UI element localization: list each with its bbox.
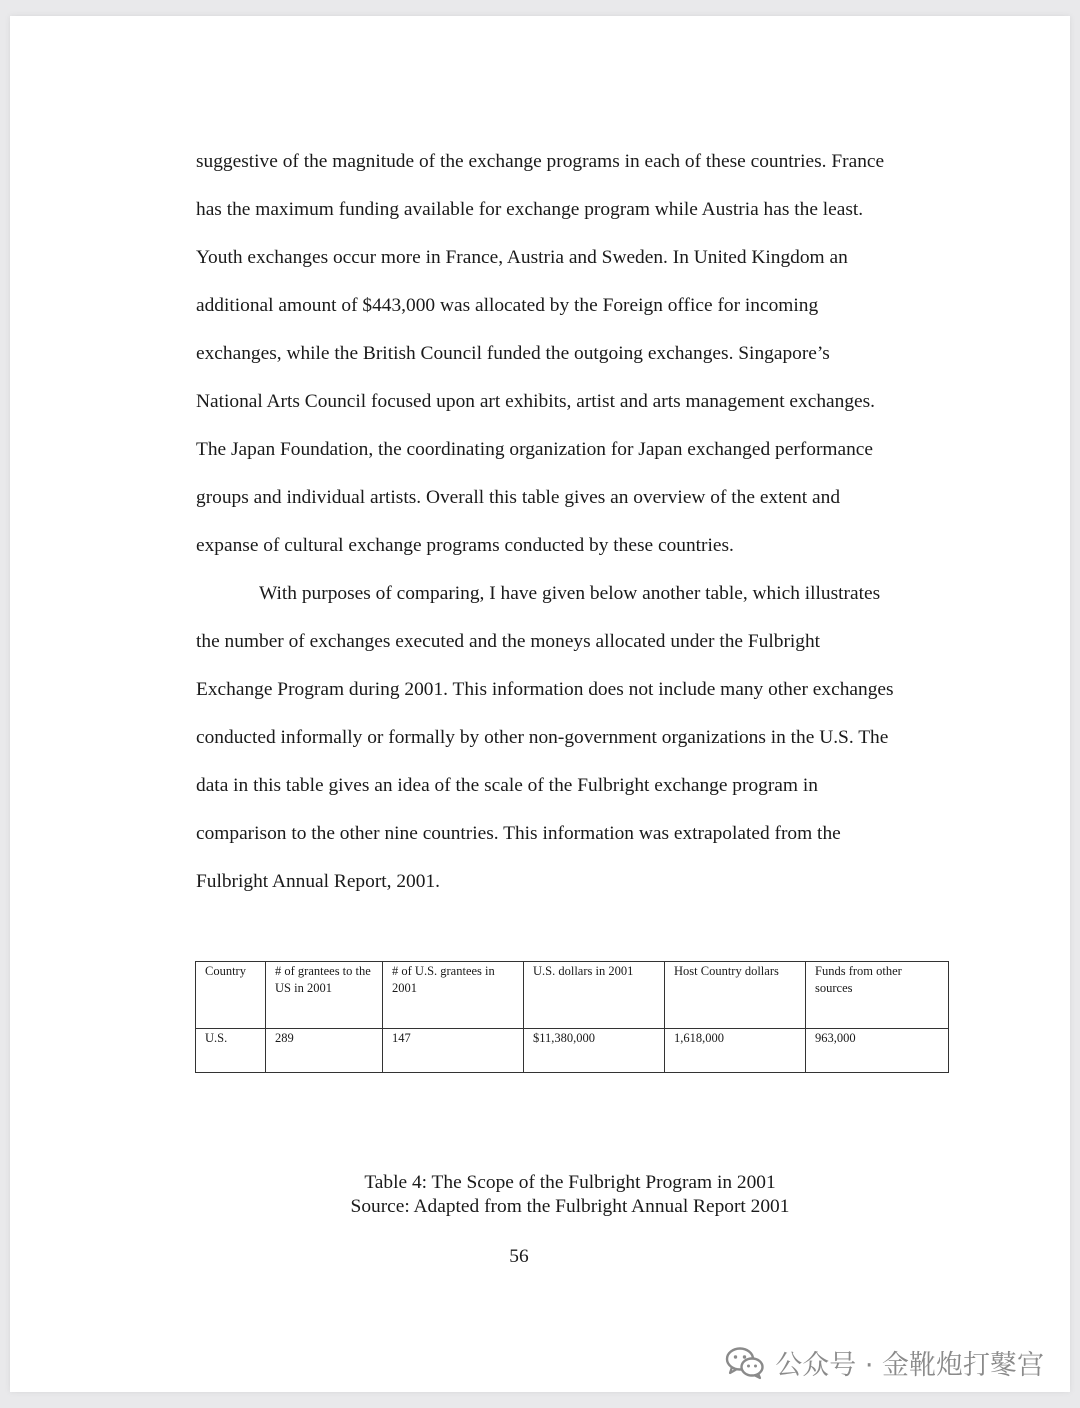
page-number: 56 xyxy=(509,1246,529,1267)
watermark-text: 公众号 · 金靴炮打鼕宫 xyxy=(775,1350,1044,1381)
table-caption-source: Source: Adapted from the Fulbright Annual Report 2001 xyxy=(350,1196,790,1217)
text-line: groups and individual artists. Overall this table gives an overview of the extent and xyxy=(196,487,841,508)
text-line: has the maximum funding available for exchange program while Austria has the least. xyxy=(196,199,864,220)
table-row xyxy=(196,1029,949,1073)
text-line: National Arts Council focused upon art exhibits, artist and arts management exchanges. xyxy=(196,391,876,412)
body-text xyxy=(196,138,966,906)
header-host-country-dollars: Host Country dollars xyxy=(665,962,806,1029)
text-line: additional amount of $443,000 was allocated by the Foreign office for incoming xyxy=(196,295,819,316)
cell-other-funds: 963,000 xyxy=(806,1029,949,1073)
text-line: Fulbright Annual Report, 2001. xyxy=(196,871,440,892)
text-line: the number of exchanges executed and the moneys allocated under the Fulbright xyxy=(196,631,821,652)
text-line: With purposes of comparing, I have given below another table, which illustrates xyxy=(259,583,881,604)
cell-us-grantees: 147 xyxy=(383,1029,524,1073)
header-us-dollars: U.S. dollars in 2001 xyxy=(524,962,665,1029)
text-line: The Japan Foundation, the coordinating organization for Japan exchanged performance xyxy=(196,439,873,460)
watermark xyxy=(725,1343,1044,1382)
wechat-icon xyxy=(725,1346,765,1380)
header-other-funds: Funds from other sources xyxy=(806,962,949,1029)
document-page xyxy=(10,16,1070,1392)
text-line: Youth exchanges occur more in France, Austria and Sweden. In United Kingdom an xyxy=(196,247,848,268)
text-line: exchanges, while the British Council funded the outgoing exchanges. Singapore’s xyxy=(196,343,830,364)
header-grantees-to-us: # of grantees to the US in 2001 xyxy=(266,962,383,1029)
text-line: expanse of cultural exchange programs conducted by these countries. xyxy=(196,535,734,556)
fulbright-table xyxy=(195,961,949,1073)
text-line: conducted informally or formally by other non-government organizations in the U.S. The xyxy=(196,727,889,748)
text-line: Exchange Program during 2001. This information does not include many other exchanges xyxy=(196,679,894,700)
text-line: suggestive of the magnitude of the exchange programs in each of these countries. France xyxy=(196,151,885,172)
header-country: Country xyxy=(196,962,266,1029)
text-line: data in this table gives an idea of the scale of the Fulbright exchange program in xyxy=(196,775,818,796)
cell-grantees-to-us: 289 xyxy=(266,1029,383,1073)
cell-host-country-dollars: 1,618,000 xyxy=(665,1029,806,1073)
table-caption-title: Table 4: The Scope of the Fulbright Program in 2001 xyxy=(364,1172,776,1193)
table-header-row xyxy=(196,962,949,1029)
cell-us-dollars: $11,380,000 xyxy=(524,1029,665,1073)
text-line: comparison to the other nine countries. This information was extrapolated from the xyxy=(196,823,841,844)
cell-country: U.S. xyxy=(196,1029,266,1073)
header-us-grantees: # of U.S. grantees in 2001 xyxy=(383,962,524,1029)
